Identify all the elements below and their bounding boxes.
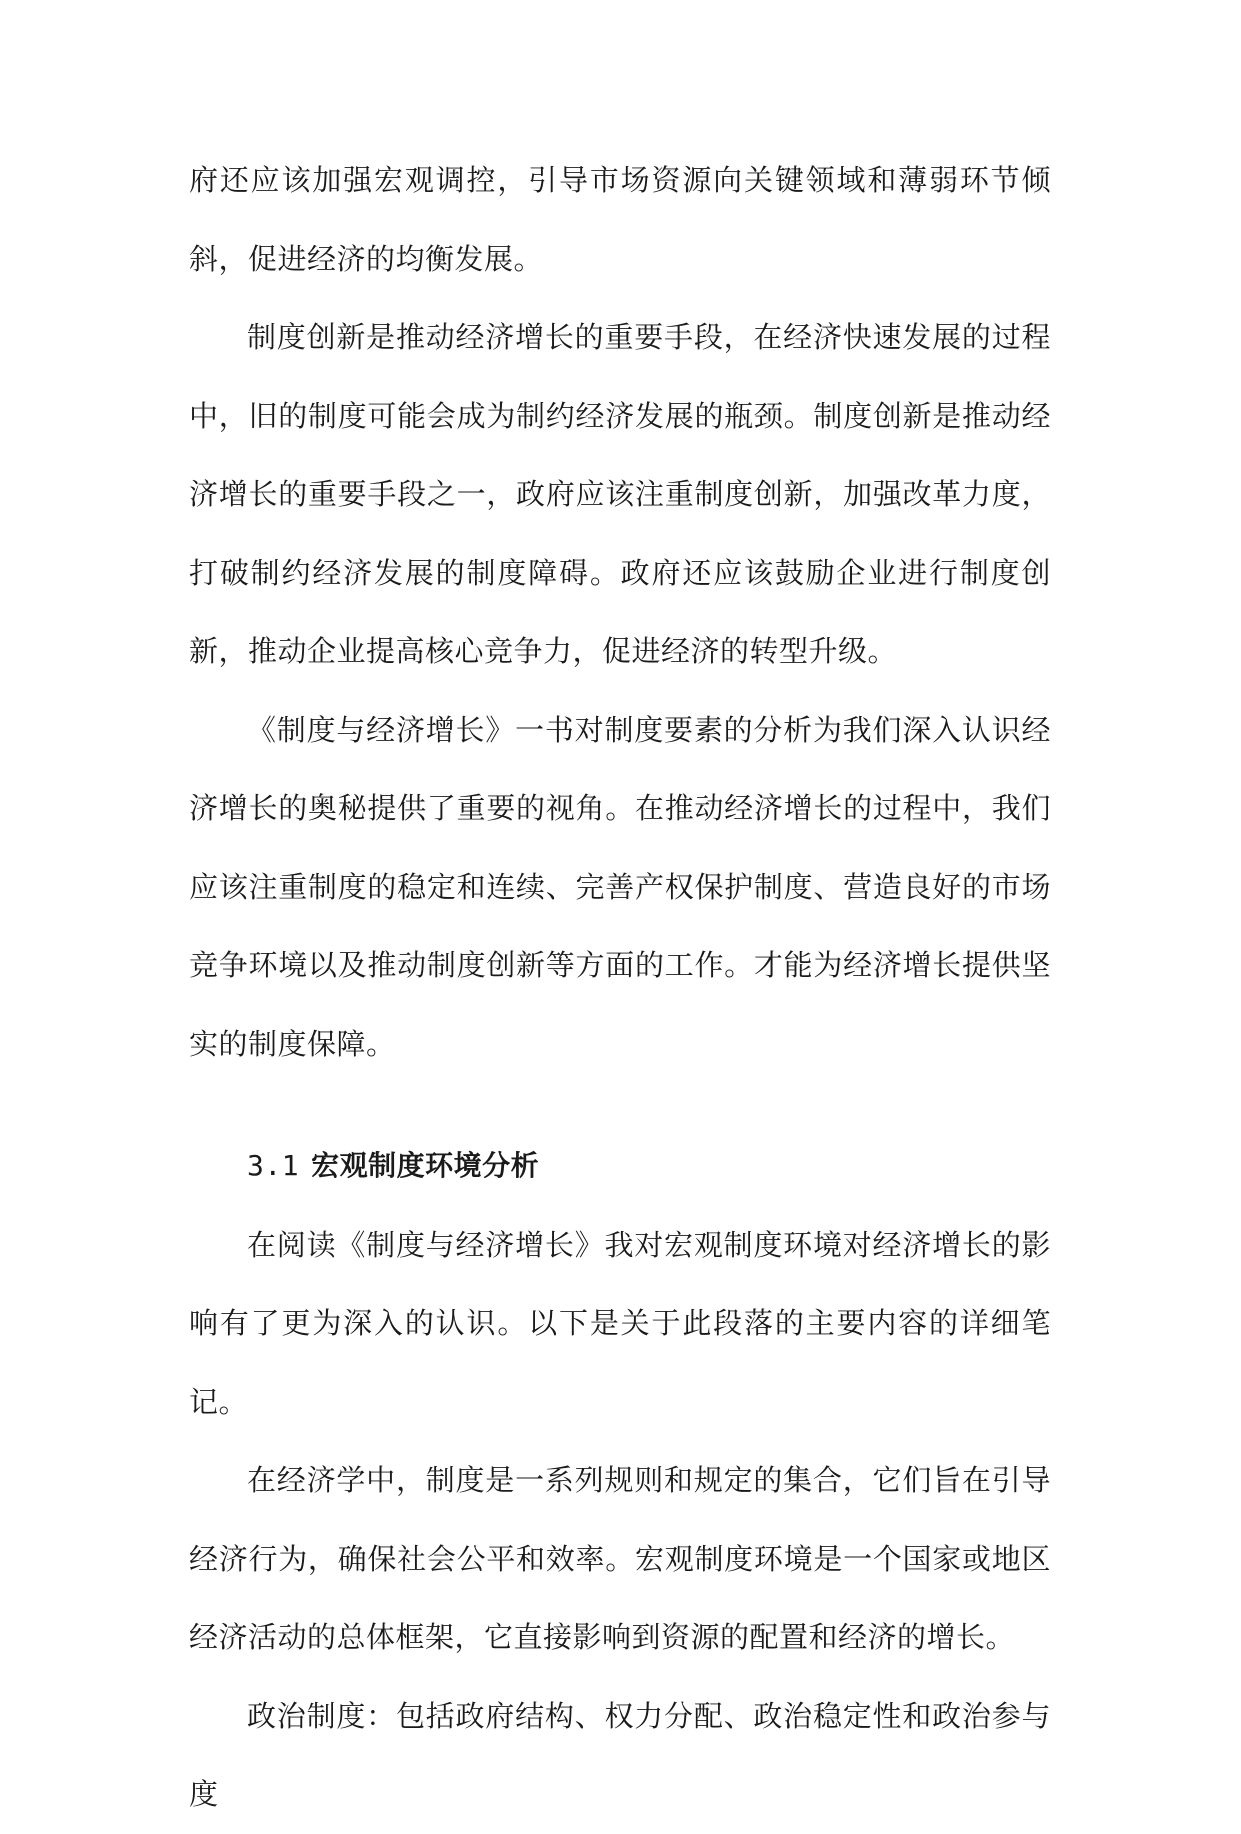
paragraph-1: 府还应该加强宏观调控，引导市场资源向关键领域和薄弱环节倾斜，促进经济的均衡发展。 bbox=[189, 163, 1051, 276]
section-title: 宏观制度环境分析 bbox=[311, 1149, 540, 1182]
paragraph-6: 政治制度：包括政府结构、权力分配、政治稳定性和政治参与度 bbox=[189, 1698, 1051, 1811]
paragraph-5: 在经济学中，制度是一系列规则和规定的集合，它们旨在引导经济行为，确保社会公平和效率。宏观制度环境是一个国家或地区经济活动的总体框架，它直接影响到资源的配置和经济的增长。 bbox=[189, 1463, 1051, 1654]
paragraph-4: 在阅读《制度与经济增长》我对宏观制度环境对经济增长的影响有了更为深入的认识。以下是关于此段落的主要内容的详细笔记。 bbox=[189, 1227, 1051, 1419]
paragraph-3: 《制度与经济增长》一书对制度要素的分析为我们深入认识经济增长的奥秘提供了重要的视角。在推动经济增长的过程中，我们应该注重制度的稳定和连续、完善产权保护制度、营造良好的市场竞争环境以及推动制度创新等方面的工作。才能为经济增长提供坚实的制度保障。 bbox=[189, 712, 1051, 1061]
document-body bbox=[189, 141, 1051, 1834]
section-heading bbox=[189, 1127, 1051, 1206]
paragraph-2: 制度创新是推动经济增长的重要手段，在经济快速发展的过程中，旧的制度可能会成为制约经济发展的瓶颈。制度创新是推动经济增长的重要手段之一，政府应该注重制度创新，加强改革力度，打破制约经济发展的制度障碍。政府还应该鼓励企业进行制度创新，推动企业提高核心竞争力，促进经济的转型升级。 bbox=[189, 320, 1051, 668]
section-number: 3.1 bbox=[247, 1149, 300, 1182]
